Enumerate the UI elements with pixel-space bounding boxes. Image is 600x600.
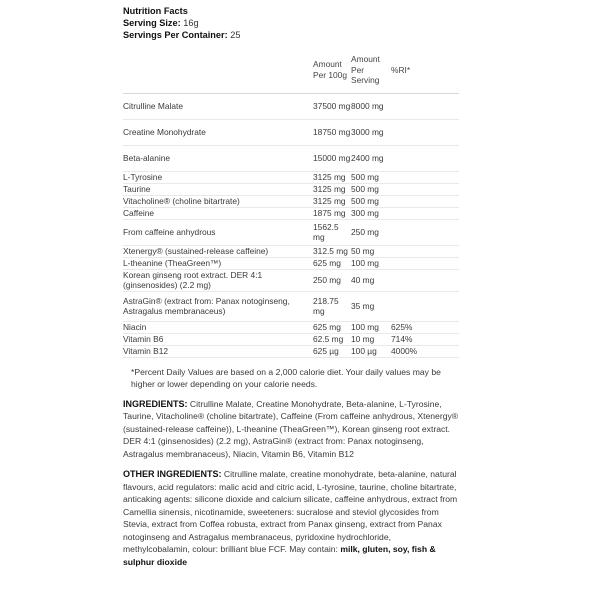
- nutrient-name: Beta-alanine: [123, 145, 313, 171]
- amount-per-100g: 625 µg: [313, 345, 351, 357]
- nutrient-name: L-Tyrosine: [123, 171, 313, 183]
- nutrient-name: AstraGin® (extract from: Panax notoginseng, Astragalus membranaceus): [123, 291, 313, 321]
- percent-ri: 4000%: [391, 345, 459, 357]
- serving-size-label: Serving Size:: [123, 18, 181, 28]
- other-ingredients-label: OTHER INGREDIENTS:: [123, 469, 222, 479]
- servings-per-container-value: 25: [230, 30, 241, 40]
- percent-ri: [391, 291, 459, 321]
- amount-per-serving: 8000 mg: [351, 93, 391, 119]
- nutrient-name: Citrulline Malate: [123, 93, 313, 119]
- amount-per-serving: 500 mg: [351, 171, 391, 183]
- ingredients-section: [123, 398, 459, 461]
- allergens-text: milk, gluten, soy, fish & sulphur dioxide: [123, 544, 436, 567]
- amount-per-100g: 625 mg: [313, 257, 351, 269]
- amount-per-100g: 3125 mg: [313, 195, 351, 207]
- table-row: [123, 119, 459, 145]
- amount-per-serving: 500 mg: [351, 195, 391, 207]
- amount-per-serving: 100 mg: [351, 257, 391, 269]
- amount-per-100g: 3125 mg: [313, 183, 351, 195]
- table-row: [123, 333, 459, 345]
- ingredients-text: Citrulline Malate, Creatine Monohydrate, Beta-alanine, L-Tyrosine, Taurine, Vitacholine® (choline bitartrate), Caffeine (From caffeine anhydrous, Xtenergy® (sustained-release caffeine)), L-theanine (TheaGreen™), Korean ginseng root extract. DER 4:1 (ginsenosides) (2.2 mg), AstraGin® (extract from: Panax notoginseng, Astragalus membranaceus), Niacin, Vitamin B6, Vitamin B12: [123, 398, 459, 459]
- nutrient-name: Caffeine: [123, 207, 313, 219]
- amount-per-serving: 2400 mg: [351, 145, 391, 171]
- daily-values-footnote: *Percent Daily Values are based on a 2,000 calorie diet. Your daily values may be higher or lower depending on your calorie needs.: [131, 366, 441, 389]
- nutrition-facts-panel: [123, 0, 459, 568]
- servings-per-container-label: Servings Per Container:: [123, 30, 228, 40]
- table-row: [123, 345, 459, 357]
- percent-ri: 625%: [391, 321, 459, 333]
- serving-size: [123, 17, 459, 29]
- other-ingredients-text: Citrulline malate, creatine monohydrate, beta-alanine, natural flavours, acid regulators: malic acid and citric acid, L-tyrosine, taurine, choline bitartrate, anticaking agents: silicone dioxide and calcium silicate, caffeine anhydrous, extract from Camellia sinensis, nicotinamide, sweeteners: sucralose and steviol glycosides from Stevia, extract from Coffea robusta, extract from Panax ginseng, extract from Panax notoginseng and Astragalus membranaceus, pyridoxine hydrochloride, methylcobalamin, colour: brilliant blue FCF. May contain:: [123, 469, 458, 554]
- table-row: [123, 269, 459, 291]
- amount-per-serving: 50 mg: [351, 245, 391, 257]
- nutrient-name: Korean ginseng root extract. DER 4:1 (ginsenosides) (2.2 mg): [123, 269, 313, 291]
- ingredients-label: INGREDIENTS:: [123, 398, 188, 409]
- percent-ri: [391, 183, 459, 195]
- percent-ri: 714%: [391, 333, 459, 345]
- percent-ri: [391, 269, 459, 291]
- header-blank: [123, 47, 313, 93]
- amount-per-serving: 3000 mg: [351, 119, 391, 145]
- amount-per-100g: 18750 mg: [313, 119, 351, 145]
- amount-per-100g: 1562.5 mg: [313, 219, 351, 245]
- nutrient-name: Vitacholine® (choline bitartrate): [123, 195, 313, 207]
- amount-per-100g: 3125 mg: [313, 171, 351, 183]
- table-row: [123, 195, 459, 207]
- percent-ri: [391, 119, 459, 145]
- amount-per-serving: 250 mg: [351, 219, 391, 245]
- nutrition-facts-title: Nutrition Facts: [123, 6, 188, 16]
- table-row: [123, 93, 459, 119]
- percent-ri: [391, 171, 459, 183]
- nutrient-name: Taurine: [123, 183, 313, 195]
- percent-ri: [391, 195, 459, 207]
- table-row: [123, 257, 459, 269]
- amount-per-serving: 300 mg: [351, 207, 391, 219]
- servings-per-container: [123, 29, 459, 41]
- amount-per-serving: 10 mg: [351, 333, 391, 345]
- table-row: [123, 145, 459, 171]
- table-row: [123, 219, 459, 245]
- nutrient-name: From caffeine anhydrous: [123, 219, 313, 245]
- amount-per-100g: 37500 mg: [313, 93, 351, 119]
- percent-ri: [391, 207, 459, 219]
- table-row: [123, 207, 459, 219]
- table-row: [123, 321, 459, 333]
- amount-per-100g: 312.5 mg: [313, 245, 351, 257]
- amount-per-100g: 15000 mg: [313, 145, 351, 171]
- table-row: [123, 183, 459, 195]
- nutrition-table-header: [123, 47, 459, 93]
- amount-per-100g: 250 mg: [313, 269, 351, 291]
- header-ri: %RI*: [391, 47, 459, 93]
- table-row: [123, 245, 459, 257]
- nutrient-name: Xtenergy® (sustained-release caffeine): [123, 245, 313, 257]
- nutrition-table: [123, 47, 459, 358]
- percent-ri: [391, 219, 459, 245]
- nutrient-name: Niacin: [123, 321, 313, 333]
- amount-per-serving: 35 mg: [351, 291, 391, 321]
- amount-per-100g: 218.75 mg: [313, 291, 351, 321]
- nutrient-name: Vitamin B6: [123, 333, 313, 345]
- amount-per-serving: 40 mg: [351, 269, 391, 291]
- serving-size-value: 16g: [183, 18, 199, 28]
- amount-per-100g: 625 mg: [313, 321, 351, 333]
- amount-per-serving: 100 µg: [351, 345, 391, 357]
- percent-ri: [391, 245, 459, 257]
- amount-per-serving: 100 mg: [351, 321, 391, 333]
- table-row: [123, 171, 459, 183]
- percent-ri: [391, 257, 459, 269]
- amount-per-serving: 500 mg: [351, 183, 391, 195]
- other-ingredients-section: [123, 468, 459, 568]
- nutrient-name: Creatine Monohydrate: [123, 119, 313, 145]
- amount-per-100g: 62.5 mg: [313, 333, 351, 345]
- header-per-100g: Amount Per 100g: [313, 47, 351, 93]
- amount-per-100g: 1875 mg: [313, 207, 351, 219]
- percent-ri: [391, 145, 459, 171]
- header-per-serving: Amount Per Serving: [351, 47, 391, 93]
- nutrient-name: Vitamin B12: [123, 345, 313, 357]
- nutrient-name: L-theanine (TheaGreen™): [123, 257, 313, 269]
- percent-ri: [391, 93, 459, 119]
- table-row: [123, 291, 459, 321]
